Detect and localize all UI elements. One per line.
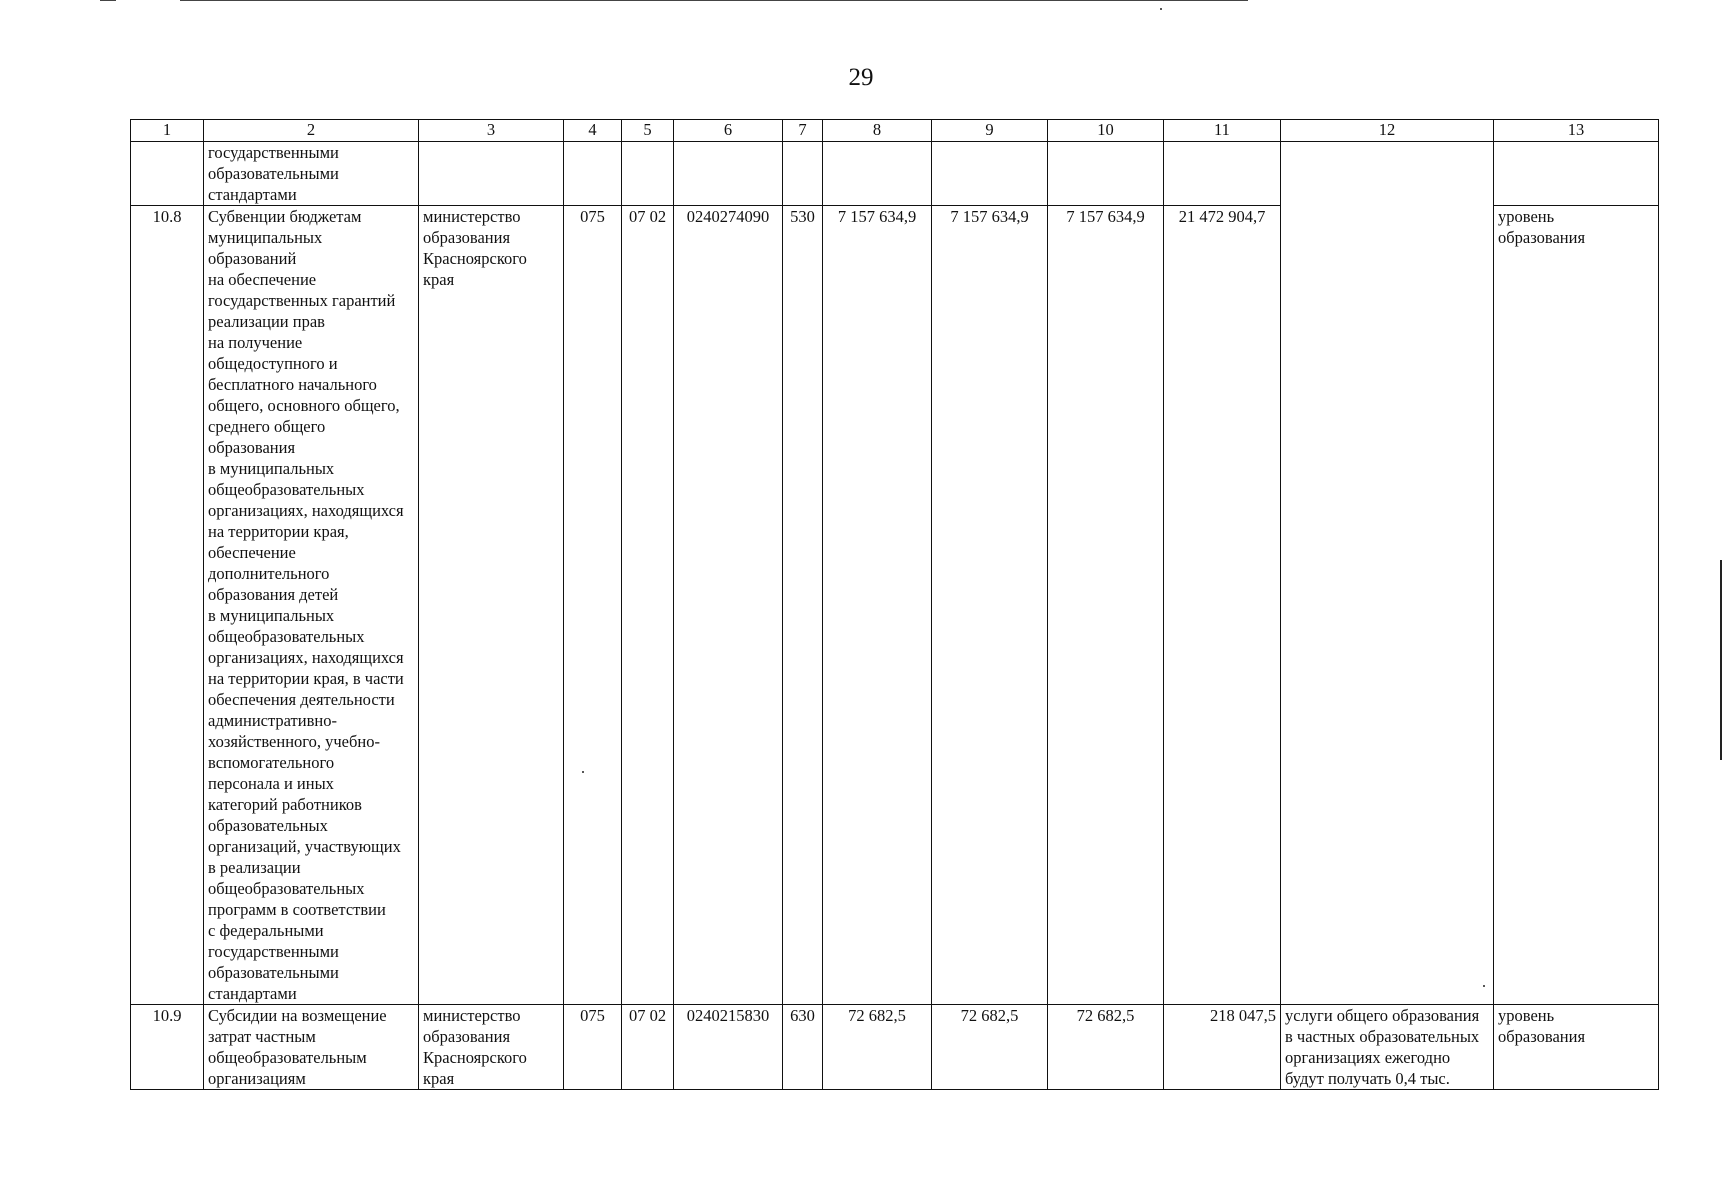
header-cell-3: 3 [419,120,564,142]
row-name-cell [204,206,419,1005]
cell-text-line: организациям [208,1069,306,1088]
cell-text-line: общеобразовательным [208,1048,367,1067]
col4-cell: 075 [564,1005,622,1090]
cell-text-line: образования [423,1027,511,1046]
header-cell-2: 2 [204,120,419,142]
cell-text-line: затрат частным [208,1027,316,1046]
cell-text-line: государственных гарантий [208,291,396,310]
cell-text-line: общеобразовательных [208,879,365,898]
cell-text-line: на территории края, [208,522,349,541]
table-row-10-9 [131,1005,1659,1090]
cell-text-line: министерство [423,207,521,226]
cell-text-line: организациях, находящихся [208,648,404,667]
cell-text-line: на получение [208,333,303,352]
cell-text-line: образовательных [208,816,328,835]
cell-text-line: среднего общего [208,417,326,436]
cont-cell-1 [131,142,204,206]
cont-name-cell [204,142,419,206]
header-cell-4: 4 [564,120,622,142]
cell-text-line: персонала и иных [208,774,334,793]
cell-text-line: хозяйственного, учебно- [208,732,380,751]
scan-speck [1483,985,1485,987]
cell-text-line: общедоступного и [208,354,338,373]
cell-text-line: края [423,1069,455,1088]
col10-cell: 72 682,5 [1048,1005,1164,1090]
cell-text-line: на обеспечение [208,270,317,289]
col8-cell: 72 682,5 [823,1005,932,1090]
col13-cell [1494,206,1659,1005]
scan-top-mark [100,0,116,1]
cell-text-line: организациях, находящихся [208,501,404,520]
cell-text-line: общеобразовательных [208,627,365,646]
cell-text-line: Красноярского [423,1048,527,1067]
col10-cell: 7 157 634,9 [1048,206,1164,1005]
cell-text-line: организациях ежегодно [1285,1048,1451,1067]
col6-cell: 0240215830 [674,1005,783,1090]
header-cell-13: 13 [1494,120,1659,142]
cell-text-line: организаций, участвующих [208,837,401,856]
cell-text-line: Красноярского [423,249,527,268]
header-cell-12: 12 [1281,120,1494,142]
scan-speck [582,771,584,773]
cont-cell-5 [622,142,674,206]
col5-cell: 07 02 [622,1005,674,1090]
cell-text-line: уровень [1498,207,1555,226]
col11-cell: 21 472 904,7 [1164,206,1281,1005]
cell-text-line: услуги общего образования [1285,1006,1480,1025]
ministry-cell [419,1005,564,1090]
cell-text-line: общеобразовательных [208,480,365,499]
header-row [131,120,1659,142]
cell-text-line: стандартами [208,984,297,1003]
cell-text-line: в муниципальных [208,459,335,478]
header-cell-5: 5 [622,120,674,142]
cont-cell-13 [1494,142,1659,206]
cell-text-line: общего, основного общего, [208,396,400,415]
cell-text-line: категорий работников [208,795,362,814]
cell-text-line: министерство [423,1006,521,1025]
row-name-cell [204,1005,419,1090]
row-id: 10.9 [131,1005,204,1090]
cell-text-line: с федеральными [208,921,324,940]
cell-text-line: стандартами [208,185,297,204]
col12-cell [1281,1005,1494,1090]
cell-text-line: государственными [208,942,339,961]
cell-text-line: образования детей [208,585,339,604]
cell-text-line: края [423,270,455,289]
cell-text-line: в муниципальных [208,606,335,625]
header-cell-8: 8 [823,120,932,142]
header-cell-10: 10 [1048,120,1164,142]
header-cell-6: 6 [674,120,783,142]
cell-text-line: образовательными [208,963,339,982]
cont-cell-6 [674,142,783,206]
budget-table [130,119,1659,1090]
cell-text-line: образования [1498,228,1586,247]
cell-text-line: образования [423,228,511,247]
cell-text-line: административно- [208,711,337,730]
cell-text-line: образовательными [208,164,339,183]
cell-text-line: Субсидии на возмещение [208,1006,387,1025]
cell-text-line: обеспечение [208,543,296,562]
cont-cell-8 [823,142,932,206]
cell-text-line: дополнительного [208,564,330,583]
row-id: 10.8 [131,206,204,1005]
col8-cell: 7 157 634,9 [823,206,932,1005]
page-number: 29 [848,64,874,91]
cont-cell-4 [564,142,622,206]
scan-speck [1160,8,1162,10]
cont-cell-9 [932,142,1048,206]
cell-text-line: образований [208,249,297,268]
cell-text-line: программ в соответствии [208,900,386,919]
cell-text-line: на территории края, в части [208,669,404,688]
cell-text-line: будут получать 0,4 тыс. [1285,1069,1450,1088]
cell-text-line: уровень [1498,1006,1555,1025]
cell-text-line: государственными [208,143,339,162]
ministry-cell [419,206,564,1005]
continuation-row [131,142,1659,206]
col6-cell: 0240274090 [674,206,783,1005]
cell-text-line: в реализации [208,858,301,877]
cell-text-line: Субвенции бюджетам [208,207,362,226]
scan-top-border [180,0,1248,1]
col9-cell: 7 157 634,9 [932,206,1048,1005]
cell-text-line: обеспечения деятельности [208,690,395,709]
cell-text-line: образования [1498,1027,1586,1046]
col7-cell: 630 [783,1005,823,1090]
header-cell-11: 11 [1164,120,1281,142]
header-cell-7: 7 [783,120,823,142]
cell-text-line: образования [208,438,296,457]
cont-cell-3 [419,142,564,206]
col7-cell: 530 [783,206,823,1005]
cell-text-line: вспомогательного [208,753,335,772]
cont-cell-11 [1164,142,1281,206]
col13-cell [1494,1005,1659,1090]
header-cell-9: 9 [932,120,1048,142]
col4-cell: 075 [564,206,622,1005]
col9-cell: 72 682,5 [932,1005,1048,1090]
cell-text-line: муниципальных [208,228,323,247]
cont-cell-7 [783,142,823,206]
cont-cell-10 [1048,142,1164,206]
row-10-8-col12-cell [1281,142,1494,1005]
header-cell-1: 1 [131,120,204,142]
col5-cell: 07 02 [622,206,674,1005]
col11-cell: 218 047,5 [1164,1005,1281,1090]
cell-text-line: бесплатного начального [208,375,377,394]
cell-text-line: реализации прав [208,312,325,331]
cell-text-line: в частных образовательных [1285,1027,1480,1046]
